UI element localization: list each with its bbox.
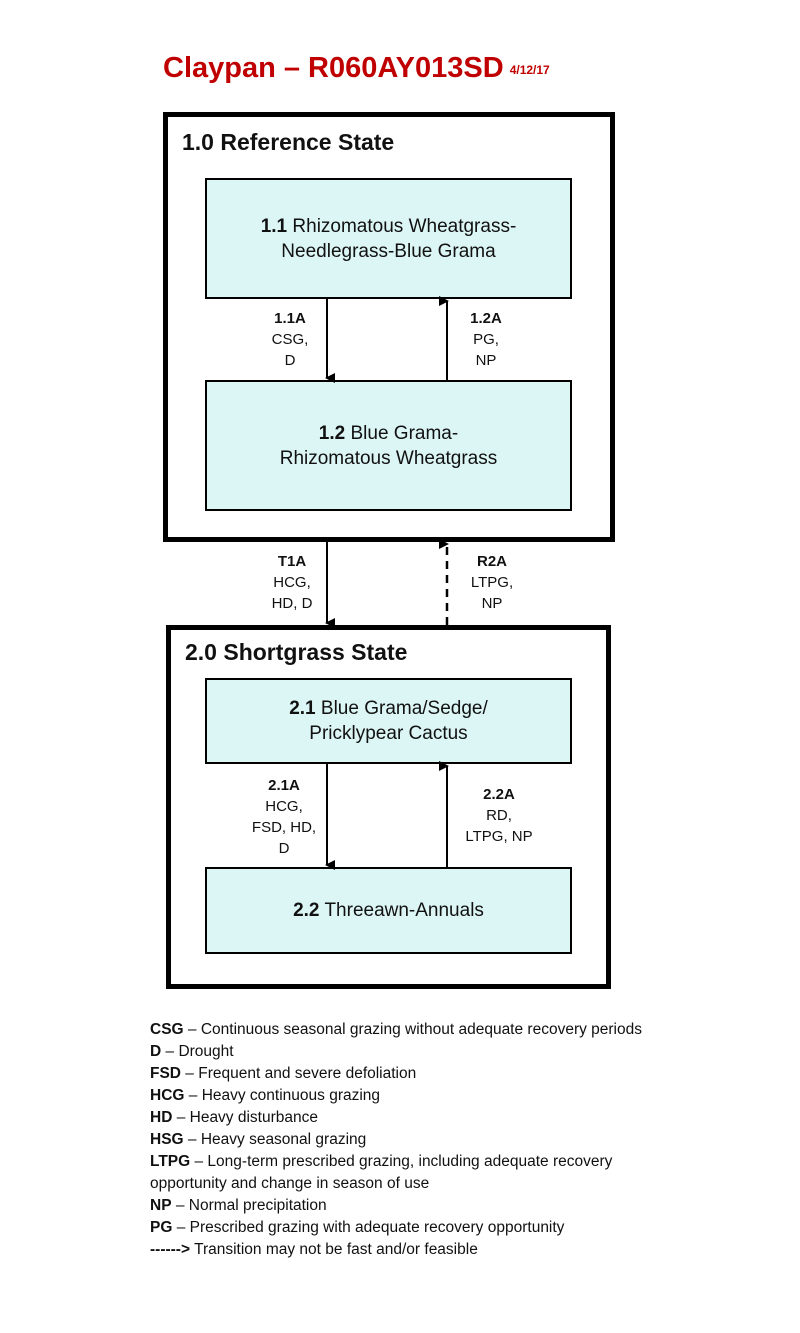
- legend-item-fsd: FSD – Frequent and severe defoliation: [150, 1065, 417, 1082]
- transition-label-2-2A: 2.2A RD, LTPG, NP: [465, 786, 533, 845]
- transition-label-R2A: R2A LTPG, NP: [470, 553, 514, 612]
- legend-item-dashed-arrow: ------> Transition may not be fast and/or feasible: [150, 1241, 478, 1258]
- legend-item-hd: HD – Heavy disturbance: [150, 1109, 318, 1126]
- transition-label-1-2A: 1.2A PG, NP: [470, 310, 502, 369]
- legend: [150, 1019, 690, 1261]
- transition-label-T1A: T1A HCG, HD, D: [271, 553, 313, 612]
- legend-item-ltpg: LTPG – Long-term prescribed grazing, including adequate recovery opportunity and change in season of use: [150, 1153, 613, 1192]
- community-label-1-2: 1.2 Blue Grama- Rhizomatous Wheatgrass: [279, 422, 498, 469]
- community-label-1-1: 1.1 Rhizomatous Wheatgrass- Needlegrass-Blue Grama: [260, 215, 517, 262]
- title-main: Claypan – R060AY013SD: [163, 52, 504, 84]
- transition-label-2-1A: 2.1A HCG, FSD, HD, D: [251, 777, 317, 857]
- legend-item-pg: PG – Prescribed grazing with adequate recovery opportunity: [150, 1219, 565, 1236]
- legend-item-np: NP – Normal precipitation: [150, 1197, 327, 1214]
- community-label-2-1: 2.1 Blue Grama/Sedge/ Pricklypear Cactus: [289, 698, 488, 744]
- legend-item-csg: CSG – Continuous seasonal grazing without adequate recovery periods: [150, 1021, 642, 1038]
- legend-item-hsg: HSG – Heavy seasonal grazing: [150, 1131, 367, 1148]
- legend-item-d: D – Drought: [150, 1043, 234, 1060]
- transition-label-1-1A: 1.1A CSG, D: [271, 310, 309, 369]
- state-title-reference: 1.0 Reference State: [182, 129, 395, 155]
- legend-item-hcg: HCG – Heavy continuous grazing: [150, 1087, 381, 1104]
- state-title-shortgrass: 2.0 Shortgrass State: [185, 639, 408, 665]
- title-date: 4/12/17: [509, 63, 550, 77]
- community-label-2-2: 2.2 Threeawn-Annuals: [293, 900, 484, 921]
